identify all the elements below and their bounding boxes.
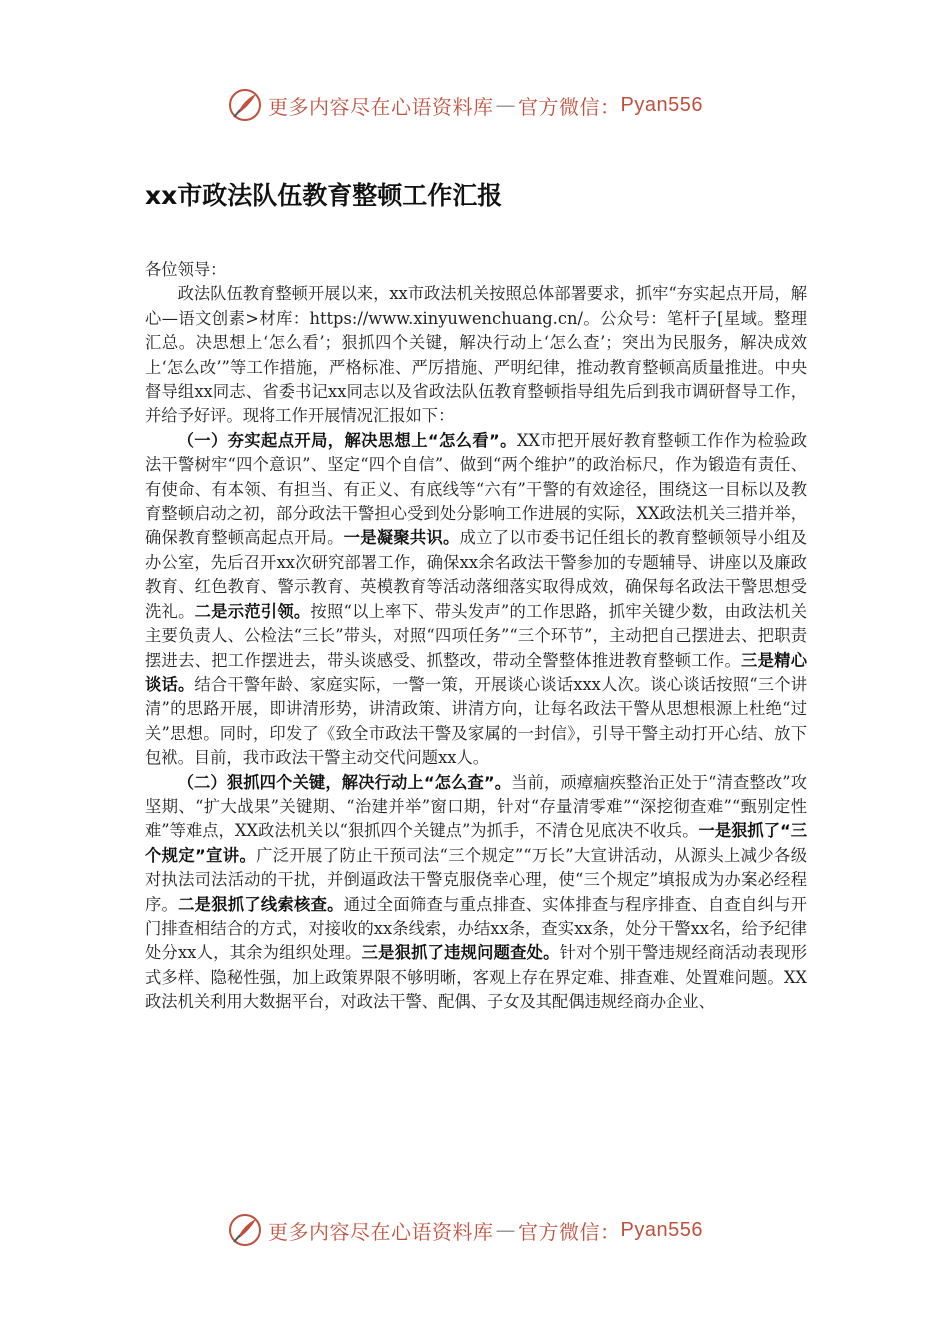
section-2-point-1: 一是狠抓了“三个规定”宣讲。	[145, 821, 808, 865]
watermark-wechat-id: Pyan556	[620, 93, 703, 116]
section-1-paragraph	[145, 429, 807, 771]
section-2-text-1: 当前，顽瘴痼疾整治正处于“清查整改”攻坚期、“扩大战果”关键期、“治建并举”窗口期，针对“存量清零难”“深挖彻查难”“甄别定性难”等难点，XX政法机关以“狠抓四个关键点”为抓手，不清仓见底决不收兵。	[145, 772, 807, 841]
document-body	[145, 258, 807, 1015]
section-1-text-1: XX市把开展好教育整顿工作作为检验政法干警树牢“四个意识”、坚定“四个自信”、做到“两个维护”的政治标尺，作为锻造有责任、有使命、有本领、有担当、有正义、有底线等“六有”干警的有效途径，围绕这一目标以及教育整顿启动之初，部分政法干警担心受到处分影响工作进展的实际，XX政法机关三措并举，确保教育整顿高起点开局。	[145, 430, 808, 548]
section-1-point-2: 二是示范引领。	[194, 601, 311, 621]
section-2-text-3: 通过全面筛查与重点排查、实体排查与程序排查、自查自纠与开门排查相结合的方式，对接收的xx条线索，办结xx条，查实xx条，处分干警xx名，给予纪律处分xx人，其余为组织处理。	[145, 894, 807, 963]
section-2-text-4: 针对个别干警违规经商活动表现形式多样、隐秘性强，加上政策界限不够明晰，客观上存在界定难、排查难、处置难问题。XX政法机关利用大数据平台，对政法干警、配偶、子女及其配偶违规经商办企业、	[145, 943, 807, 1012]
document-title: xx市政法队伍教育整顿工作汇报	[145, 181, 503, 210]
intro-paragraph: 政法队伍教育整顿开展以来，xx市政法机关按照总体部署要求，抓牢“夯实起点开局，解心—语文创素>材库：https://www.xinyuwenchuang.cn/。公众号：笔杆子[星域。整理汇总。决思想上‘怎么看’；狠抓四个关键，解决行动上‘怎么查’；突出为民服务，解决成效上‘怎么改’”等工作措施，严格标准、严厉措施、严明纪律，推动教育整顿高质量推进。中央督导组xx同志、省委书记xx同志以及省政法队伍教育整顿指导组先后到我市调研督导工作，并给予好评。现将工作开展情况汇报如下：	[145, 284, 807, 426]
section-1-point-1: 一是凝聚共识。	[343, 528, 460, 548]
section-2-point-3: 三是狠抓了违规问题查处。	[361, 943, 560, 963]
watermark-separator: —	[495, 93, 516, 117]
section-1-point-3: 三是精心谈话。	[145, 650, 807, 694]
watermark-wechat-id: Pyan556	[620, 1218, 703, 1241]
section-1-text-4: 结合干警年龄、家庭实际，一警一策，开展谈心谈话xxx人次。谈心谈话按照“三个讲清”的思路开展，即讲清形势，讲清政策、讲清方向，让每名政法干警从思想根源上杜绝“过关”思想。同时，印发了《致全市政法干警及家属的一封信》，引导干警主动打开心结、放下包袱。目前，我市政法干警主动交代问题xx人。	[145, 674, 807, 768]
section-1-heading: （一）夯实起点开局，解决思想上“怎么看”。	[177, 430, 517, 450]
section-2-heading: （二）狠抓四个关键，解决行动上“怎么查”。	[177, 772, 512, 792]
watermark-text: 更多内容尽在心语资料库	[268, 94, 494, 119]
section-1-text-2: 成立了以市委书记任组长的教育整顿领导小组及办公室，先后召开xx次研究部署工作，确保xx余名政法干警参加的专题辅导、讲座以及廉政教育、红色教育、警示教育、英模教育等活动落细落实取得成效，确保每名政法干警思想受洗礼。	[145, 528, 807, 621]
quill-logo-icon	[228, 1213, 262, 1247]
watermark-banner-top	[228, 85, 728, 125]
section-2-point-2: 二是狠抓了线索核查。	[178, 894, 344, 914]
section-1-text-3: 按照“以上率下、带头发声”的工作思路，抓牢关键少数，由政法机关主要负责人、公检法“三长”带头，对照“四项任务”“三个环节”，主动把自己摆进去、把职责摆进去、把工作摆进去，带头谈感受、抓整改，带动全警整体推进教育整顿工作。	[145, 601, 807, 670]
salutation: 各位领导：	[145, 260, 227, 279]
watermark-text: 更多内容尽在心语资料库	[268, 1219, 494, 1244]
watermark-banner-bottom	[228, 1210, 728, 1250]
quill-logo-icon	[228, 88, 262, 122]
watermark-wechat-label: 官方微信：	[518, 1219, 621, 1244]
watermark-separator: —	[495, 1218, 516, 1242]
watermark-wechat-label: 官方微信：	[518, 94, 621, 119]
section-2-text-2: 广泛开展了防止干预司法“三个规定”“万长”大宣讲活动，从源头上减少各级对执法司法活动的干扰，并倒逼政法干警克服侥幸心理，使“三个规定”填报成为办案必经程序。	[145, 845, 807, 914]
section-2-paragraph	[145, 771, 807, 1015]
